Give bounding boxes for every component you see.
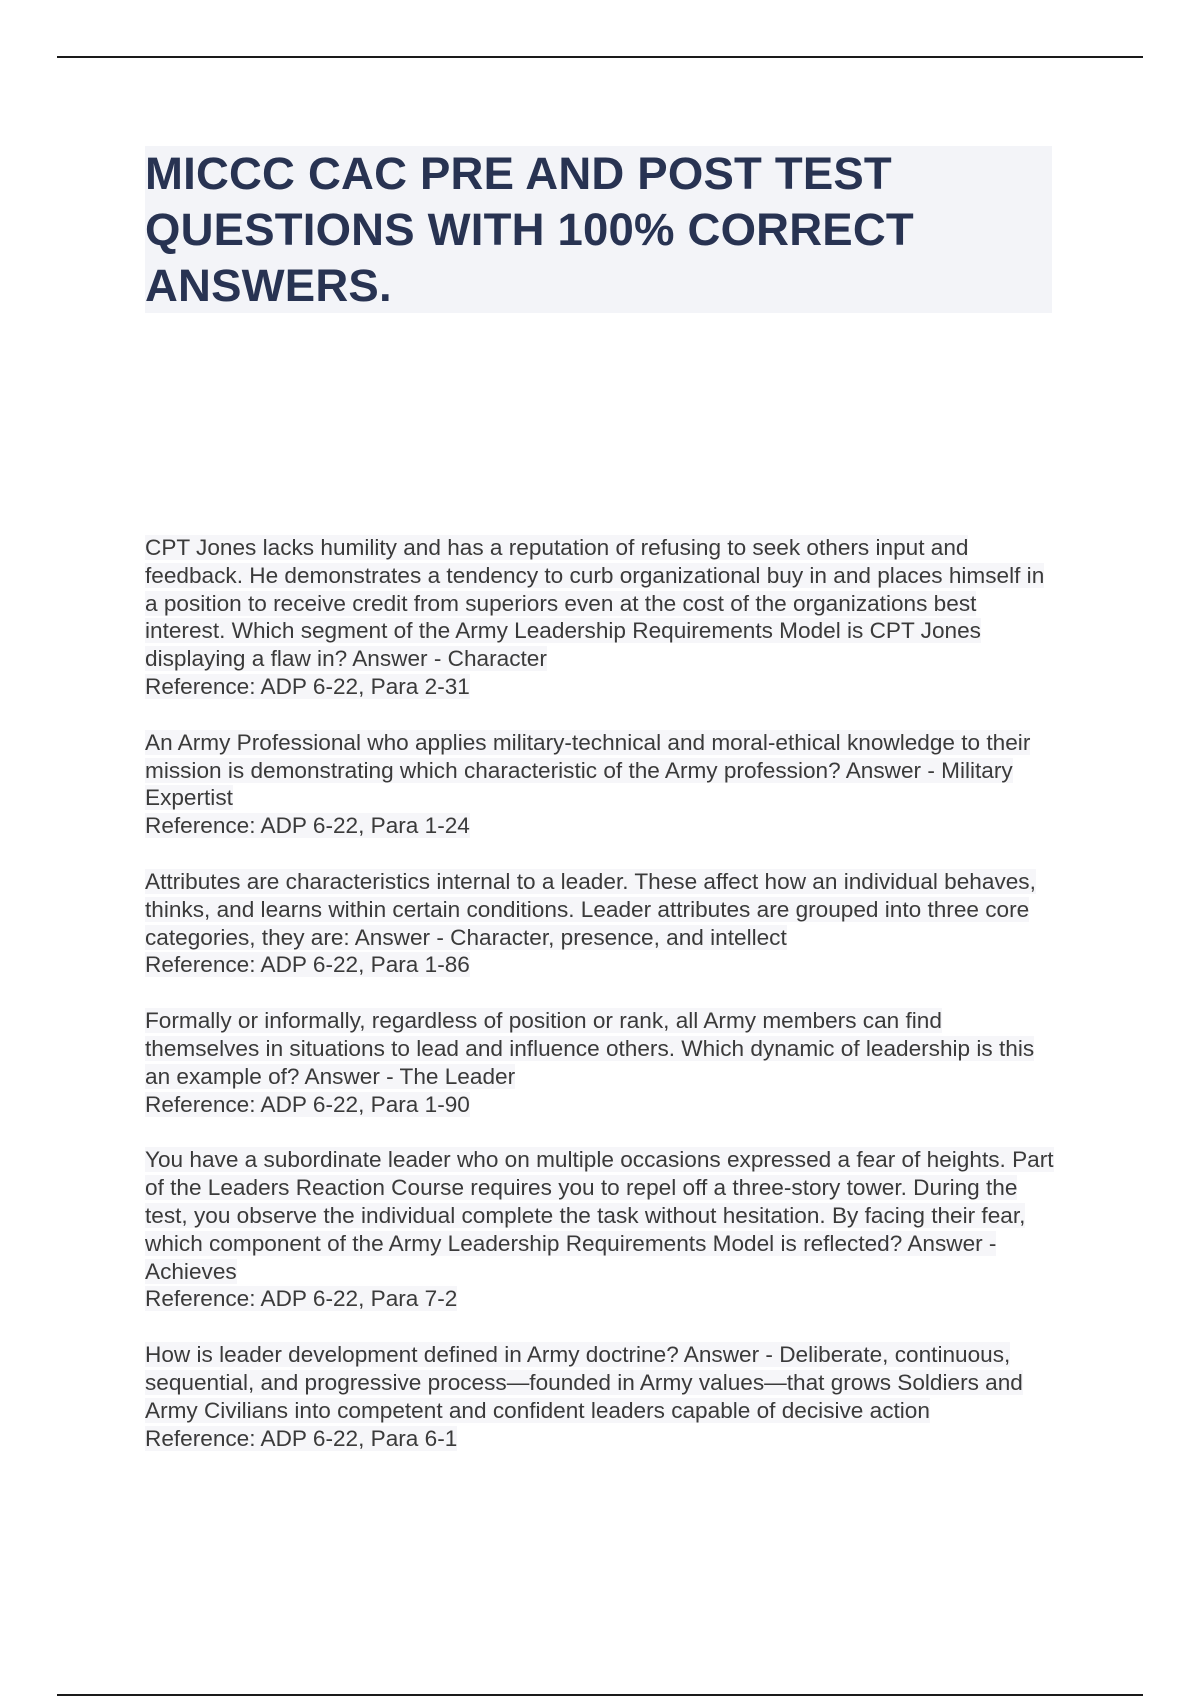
question-answer-text: Attributes are characteristics internal to a leader. These affect how an individual behaves, thinks, and learns within certain conditions. Leader attributes are grouped into three core categories, they are: Answer - Character, presence, and intellect <box>145 868 1036 950</box>
qa-item <box>145 1007 1055 1118</box>
question-answer-text: An Army Professional who applies military-technical and moral-ethical knowledge to their mission is demonstrating which characteristic of the Army profession? Answer - Military Expertist <box>145 729 1031 811</box>
reference-text: Reference: ADP 6-22, Para 2-31 <box>145 673 470 699</box>
reference-line <box>145 951 1055 979</box>
title-block <box>145 146 1052 313</box>
reference-line <box>145 1285 1055 1313</box>
question-answer-text: How is leader development defined in Army doctrine? Answer - Deliberate, continuous, sequential, and progressive process—founded in Army values—that grows Soldiers and Army Civilians into competent and confident leaders capable of decisive action <box>145 1342 1023 1423</box>
qa-list <box>145 534 1055 1480</box>
question-answer-text: CPT Jones lacks humility and has a reputation of refusing to seek others input and feedback. He demonstrates a tendency to curb organizational buy in and places himself in a position to receive credit from superiors even at the cost of the organizations best interest. Which segment of the Army Leadership Requirements Model is CPT Jones displaying a flaw in? Answer - Character <box>145 535 1045 672</box>
question-answer-text: Formally or informally, regardless of position or rank, all Army members can find themselves in situations to lead and influence others. Which dynamic of leadership is this an example of? Answer - The Leader <box>145 1008 1035 1089</box>
reference-text: Reference: ADP 6-22, Para 1-90 <box>145 1091 470 1117</box>
qa-item <box>145 534 1055 701</box>
reference-line <box>145 812 1055 840</box>
reference-text: Reference: ADP 6-22, Para 1-86 <box>145 952 470 978</box>
reference-text: Reference: ADP 6-22, Para 6-1 <box>145 1425 458 1451</box>
qa-item <box>145 1341 1055 1452</box>
reference-line <box>145 1425 1055 1453</box>
document-title: MICCC CAC PRE AND POST TEST QUESTIONS WITH 100% CORRECT ANSWERS. <box>145 148 914 311</box>
top-rule <box>57 56 1143 58</box>
qa-item <box>145 729 1055 840</box>
reference-text: Reference: ADP 6-22, Para 1-24 <box>145 813 470 839</box>
question-answer-text: You have a subordinate leader who on multiple occasions expressed a fear of heights. Part of the Leaders Reaction Course requires you to repel off a three-story tower. During the test, you observe the individual complete the task without hesitation. By facing their fear, which component of the Army Leadership Requirements Model is reflected? Answer - Achieves <box>145 1147 1054 1284</box>
reference-line <box>145 1091 1055 1119</box>
reference-text: Reference: ADP 6-22, Para 7-2 <box>145 1286 458 1312</box>
qa-item <box>145 1146 1055 1313</box>
qa-item <box>145 868 1055 979</box>
reference-line <box>145 673 1055 701</box>
bottom-rule <box>57 1694 1143 1696</box>
